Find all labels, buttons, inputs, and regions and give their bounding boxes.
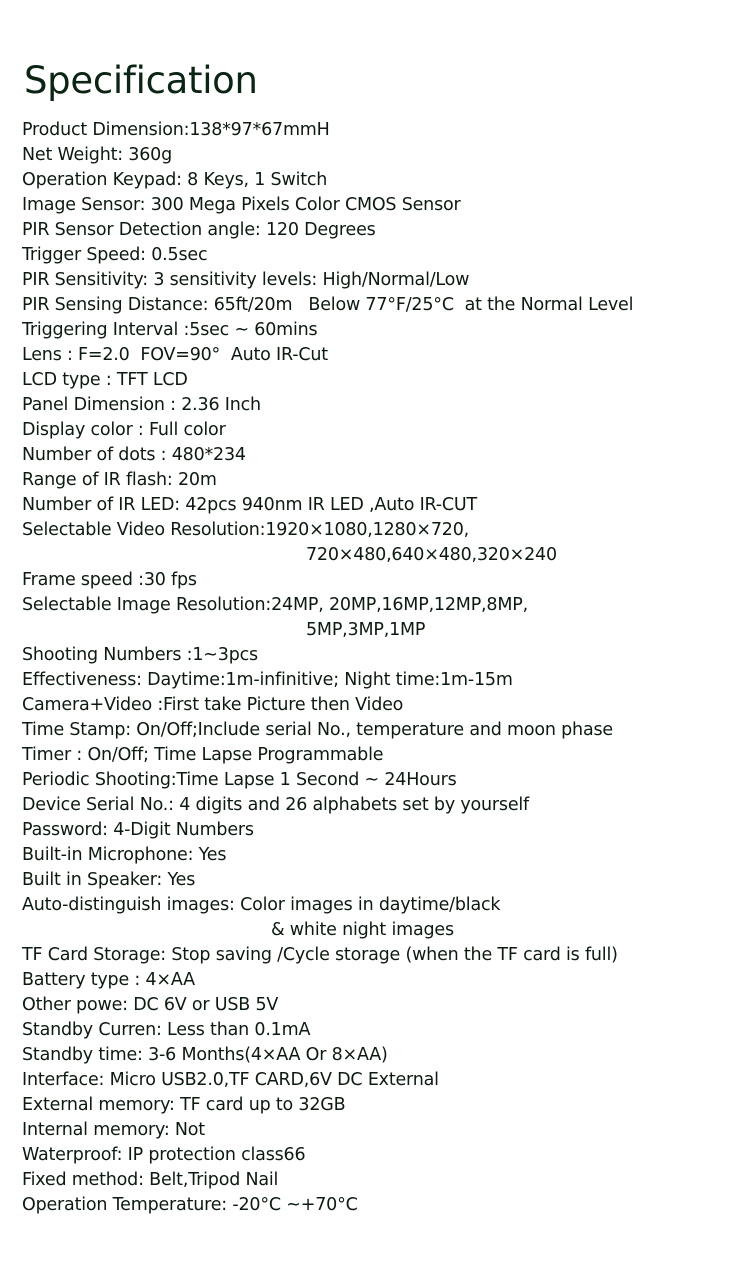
spec-product-dimension: Product Dimension:138*97*67mmH [22, 120, 330, 140]
spec-ir-flash-range: Range of IR flash: 20m [22, 470, 217, 490]
spec-camera-video: Camera+Video :First take Picture then Video [22, 695, 404, 715]
spec-lcd-type: LCD type : TFT LCD [22, 370, 188, 390]
spec-trigger-speed: Trigger Speed: 0.5sec [22, 245, 208, 265]
spec-standby-time: Standby time: 3-6 Months(4×AA Or 8×AA) [22, 1045, 388, 1065]
spec-pir-sensitivity: PIR Sensitivity: 3 sensitivity levels: High/Normal/Low [22, 270, 470, 290]
spec-triggering-interval: Triggering Interval :5sec ~ 60mins [22, 320, 318, 340]
spec-device-serial: Device Serial No.: 4 digits and 26 alphabets set by yourself [22, 795, 530, 815]
spec-external-memory: External memory: TF card up to 32GB [22, 1095, 346, 1115]
spec-waterproof: Waterproof: IP protection class66 [22, 1145, 306, 1165]
page-title: Specification [24, 59, 258, 102]
spec-battery-type: Battery type : 4×AA [22, 970, 195, 990]
spec-pir-sensing-distance: PIR Sensing Distance: 65ft/20m Below 77°F/25°C at the Normal Level [22, 295, 634, 315]
spec-video-resolution: Selectable Video Resolution:1920×1080,1280×720, [22, 520, 470, 540]
spec-speaker: Built in Speaker: Yes [22, 870, 196, 890]
spec-net-weight: Net Weight: 360g [22, 145, 173, 165]
spec-fixed-method: Fixed method: Belt,Tripod Nail [22, 1170, 279, 1190]
spec-pir-detection-angle: PIR Sensor Detection angle: 120 Degrees [22, 220, 376, 240]
spec-effectiveness: Effectiveness: Daytime:1m-infinitive; Night time:1m-15m [22, 670, 513, 690]
spec-shooting-numbers: Shooting Numbers :1~3pcs [22, 645, 258, 665]
spec-panel-dimension: Panel Dimension : 2.36 Inch [22, 395, 261, 415]
spec-periodic-shooting: Periodic Shooting:Time Lapse 1 Second ~ 24Hours [22, 770, 457, 790]
spec-other-power: Other powe: DC 6V or USB 5V [22, 995, 279, 1015]
spec-number-of-dots: Number of dots : 480*234 [22, 445, 246, 465]
spec-image-sensor: Image Sensor: 300 Mega Pixels Color CMOS Sensor [22, 195, 461, 215]
spec-auto-distinguish-continued: & white night images [271, 920, 454, 940]
spec-microphone: Built-in Microphone: Yes [22, 845, 227, 865]
spec-frame-speed: Frame speed :30 fps [22, 570, 197, 590]
spec-tf-card-storage: TF Card Storage: Stop saving /Cycle storage (when the TF card is full) [22, 945, 618, 965]
spec-image-resolution: Selectable Image Resolution:24MP, 20MP,16MP,12MP,8MP, [22, 595, 528, 615]
spec-internal-memory: Internal memory: Not [22, 1120, 205, 1140]
spec-interface: Interface: Micro USB2.0,TF CARD,6V DC External [22, 1070, 439, 1090]
spec-time-stamp: Time Stamp: On/Off;Include serial No., temperature and moon phase [22, 720, 613, 740]
spec-ir-led-count: Number of IR LED: 42pcs 940nm IR LED ,Auto IR-CUT [22, 495, 478, 515]
spec-auto-distinguish: Auto-distinguish images: Color images in daytime/black [22, 895, 501, 915]
spec-password: Password: 4-Digit Numbers [22, 820, 254, 840]
spec-operation-temperature: Operation Temperature: -20°C ~+70°C [22, 1195, 358, 1215]
spec-timer: Timer : On/Off; Time Lapse Programmable [22, 745, 384, 765]
spec-operation-keypad: Operation Keypad: 8 Keys, 1 Switch [22, 170, 328, 190]
spec-list [22, 118, 633, 1218]
spec-display-color: Display color : Full color [22, 420, 226, 440]
spec-lens: Lens : F=2.0 FOV=90° Auto IR-Cut [22, 345, 328, 365]
spec-video-resolution-continued: 720×480,640×480,320×240 [306, 545, 557, 565]
spec-standby-current: Standby Curren: Less than 0.1mA [22, 1020, 311, 1040]
spec-image-resolution-continued: 5MP,3MP,1MP [306, 620, 426, 640]
